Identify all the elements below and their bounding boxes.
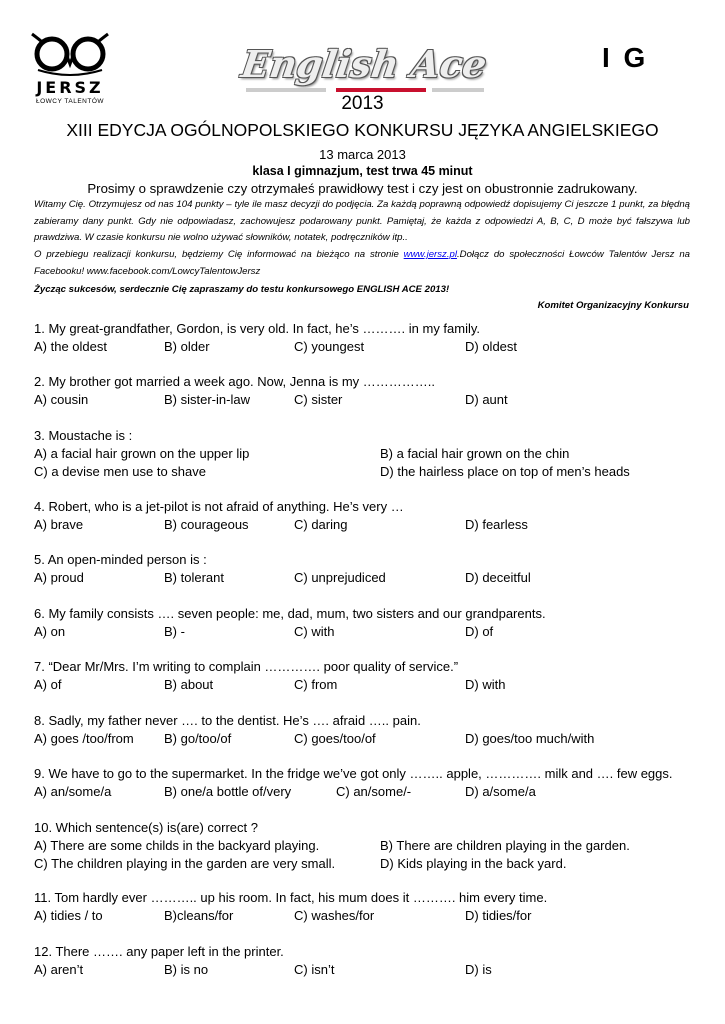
brand-bar-right — [432, 88, 484, 92]
question-stem: 9. We have to go to the supermarket. In the fridge we’ve got only …….. apple, …………. milk and …. few eggs. — [34, 766, 673, 781]
option-a: A) tidies / to — [34, 908, 103, 923]
question-stem: 10. Which sentence(s) is(are) correct ? — [34, 820, 258, 835]
option-d: D) aunt — [465, 392, 508, 407]
option-b: B) tolerant — [164, 570, 224, 585]
edition-title: XIII EDYCJA OGÓLNOPOLSKIEGO KONKURSU JĘZYKA ANGIELSKIEGO — [66, 120, 659, 140]
option-a: A) goes /too/from — [34, 731, 134, 746]
option-b: B) go/too/of — [164, 731, 232, 746]
question-stem: 12. There ……. any paper left in the printer. — [34, 944, 284, 959]
option-a: A) on — [34, 624, 66, 639]
info-text-before: O przebiegu realizacji konkursu, będziemy Cię informować na bieżąco na stronie — [34, 249, 404, 260]
question-stem: 4. Robert, who is a jet-pilot is not afraid of anything. He’s very … — [34, 499, 404, 514]
option-b: B) a facial hair grown on the chin — [380, 446, 570, 461]
option-d: D) the hairless place on top of men’s heads — [380, 464, 630, 479]
option-c: C) an/some/- — [336, 784, 412, 799]
option-c: C) with — [294, 624, 335, 639]
option-a: A) a facial hair grown on the upper lip — [34, 446, 250, 461]
option-b: B) older — [164, 339, 210, 354]
brand-bar-red — [336, 88, 426, 92]
grade-label: I G — [602, 42, 649, 73]
question-stem: 8. Sadly, my father never …. to the dentist. He’s …. afraid ….. pain. — [34, 713, 421, 728]
class-info: klasa I gimnazjum, test trwa 45 minut — [252, 164, 473, 178]
info-text-after: .Dołącz do społeczności Łowców Talentów Jersz na Facebooku! www.facebook.com/LowcyTalentowJersz — [34, 249, 690, 277]
option-b: B) There are children playing in the garden. — [380, 838, 630, 853]
check-notice: Prosimy o sprawdzenie czy otrzymałeś prawidłowy test i czy jest on obustronnie zadrukowany. — [87, 181, 638, 196]
option-c: C) youngest — [294, 339, 365, 354]
brand-bar-left — [246, 88, 326, 92]
option-d: D) goes/too much/with — [465, 731, 595, 746]
english-ace-brand — [240, 42, 488, 90]
option-d: D) Kids playing in the back yard. — [380, 856, 567, 871]
intro-paragraph: Witamy Cię. Otrzymujesz od nas 104 punkty – tyle ile masz decyzji do podjęcia. Za każdą poprawną odpowiedź dopisujemy Ci jeszcze 1 punkt, za błędną zabieramy dany punkt. Gdy nie odpowiadasz, zachowujesz podarowany punkt. Pamiętaj, że każda z odpowiedzi A, B, C, D może być fałszywa lub prawdziwa. W czasie konkursu nie wolno używać słowników, notatek, podręczników itp.. — [34, 199, 690, 243]
committee-signature: Komitet Organizacyjny Konkursu — [537, 300, 689, 311]
option-c: C) from — [294, 677, 338, 692]
question-stem: 3. Moustache is : — [34, 428, 133, 443]
option-d: D) deceitful — [465, 570, 531, 585]
option-c: C) a devise men use to shave — [34, 464, 206, 479]
option-a: A) aren’t — [34, 962, 84, 977]
option-c: C) isn’t — [294, 962, 335, 977]
option-c: C) daring — [294, 517, 348, 532]
option-b: B) is no — [164, 962, 209, 977]
option-d: D) a/some/a — [465, 784, 536, 799]
option-b: B) about — [164, 677, 214, 692]
wish-line: Życząc sukcesów, serdecznie Cię zapraszamy do testu konkursowego ENGLISH ACE 2013! — [34, 284, 450, 295]
question-stem: 7. “Dear Mr/Mrs. I’m writing to complain …………. poor quality of service.” — [34, 659, 459, 674]
option-d: D) is — [465, 962, 492, 977]
question-stem: 11. Tom hardly ever ……….. up his room. In fact, his mum does it ………. him every time. — [34, 890, 548, 905]
question-stem: 1. My great-grandfather, Gordon, is very old. In fact, he’s ………. in my family. — [34, 321, 481, 336]
option-a: A) an/some/a — [34, 784, 112, 799]
year: 2013 — [341, 93, 384, 114]
option-b: B)cleans/for — [164, 908, 234, 923]
option-d: D) oldest — [465, 339, 518, 354]
website-link[interactable]: www.jersz.pl — [403, 249, 457, 260]
option-a: A) There are some childs in the backyard playing. — [34, 838, 320, 853]
logo-word: JERSZ — [36, 78, 104, 97]
option-c: C) sister — [294, 392, 343, 407]
contest-date: 13 marca 2013 — [319, 147, 406, 162]
question-stem: 2. My brother got married a week ago. Now, Jenna is my …………….. — [34, 374, 435, 389]
option-d: D) of — [465, 624, 494, 639]
option-c: C) The children playing in the garden are very small. — [34, 856, 336, 871]
brand-title: English Ace — [238, 42, 490, 86]
question-stem: 6. My family consists …. seven people: me, dad, mum, two sisters and our grandparents. — [34, 606, 546, 621]
option-c: C) washes/for — [294, 908, 375, 923]
question-stem: 5. An open-minded person is : — [34, 552, 207, 567]
owl-eyes-icon — [30, 30, 110, 76]
option-b: B) courageous — [164, 517, 249, 532]
logo-subtitle: ŁOWCY TALENTÓW — [35, 98, 105, 105]
option-a: A) brave — [34, 517, 84, 532]
info-paragraph — [34, 247, 690, 280]
option-a: A) the oldest — [34, 339, 107, 354]
option-b: B) - — [164, 624, 185, 639]
option-d: D) tidies/for — [465, 908, 532, 923]
option-b: B) one/a bottle of/very — [164, 784, 292, 799]
option-d: D) with — [465, 677, 506, 692]
option-c: C) unprejudiced — [294, 570, 386, 585]
option-c: C) goes/too/of — [294, 731, 376, 746]
option-b: B) sister-in-law — [164, 392, 250, 407]
option-d: D) fearless — [465, 517, 528, 532]
option-a: A) proud — [34, 570, 84, 585]
option-a: A) of — [34, 677, 62, 692]
option-a: A) cousin — [34, 392, 89, 407]
